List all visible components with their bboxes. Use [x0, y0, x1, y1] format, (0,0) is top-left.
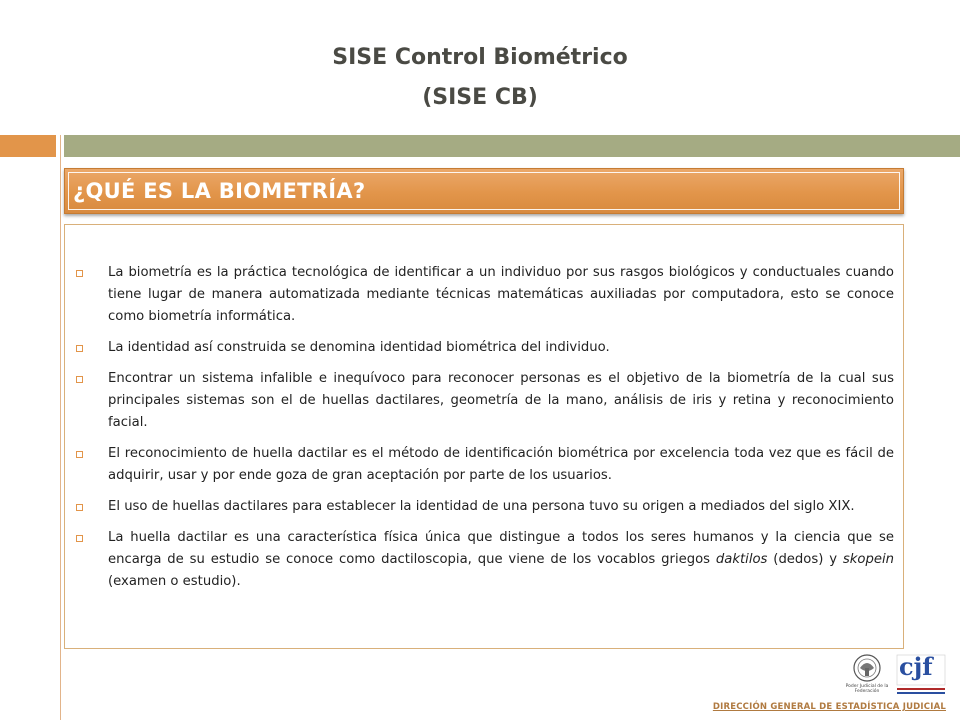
header-accent-bar-green	[64, 135, 960, 157]
bullet-text-part: (dedos) y	[767, 552, 843, 567]
bullet-text-part: (examen o estudio).	[108, 574, 241, 589]
list-item	[74, 368, 894, 434]
list-item	[74, 337, 894, 359]
bullet-square-icon	[76, 504, 83, 511]
cjf-logo-text: cjf	[899, 652, 933, 681]
list-item	[74, 527, 894, 593]
bullet-text: La identidad así construida se denomina identidad biométrica del individuo.	[108, 340, 610, 355]
list-item	[74, 496, 894, 518]
bullet-italic-term: skopein	[842, 552, 894, 567]
bullet-square-icon	[76, 376, 83, 383]
section-heading: ¿QUÉ ES LA BIOMETRÍA?	[73, 179, 366, 203]
bullet-text: La biometría es la práctica tecnológica de identificar a un individuo por sus rasgos biológicos y conductuales cuando tiene lugar de manera automatizada mediante técnicas matemáticas auxiliadas por computadora, esto se conoce como biometría informática.	[108, 265, 894, 324]
bullet-text: Encontrar un sistema infalible e inequívoco para reconocer personas es el objetivo de la biometría de la cual sus principales sistemas son el de huellas dactilares, geometría de la mano, análisis de iris y retina y reconocimiento facial.	[108, 371, 894, 430]
bullet-square-icon	[76, 345, 83, 352]
bullet-text	[108, 530, 894, 589]
list-item	[74, 262, 894, 328]
bullet-square-icon	[76, 270, 83, 277]
bullet-text: El reconocimiento de huella dactilar es el método de identificación biométrica por excelencia toda vez que es fácil de adquirir, usar y por ende goza de gran aceptación por parte de los usuarios.	[108, 446, 894, 483]
bullet-square-icon	[76, 535, 83, 542]
page-subtitle: (SISE CB)	[422, 85, 538, 110]
scjn-logo-caption: Poder Judicial de la Federación	[845, 684, 889, 694]
bullet-italic-term: daktilos	[715, 552, 768, 567]
bullet-square-icon	[76, 451, 83, 458]
list-item	[74, 443, 894, 487]
footer-department: DIRECCIÓN GENERAL DE ESTADÍSTICA JUDICIAL	[712, 702, 946, 712]
bullet-text: El uso de huellas dactilares para establecer la identidad de una persona tuvo su origen a mediados del siglo XIX.	[108, 499, 855, 514]
page-title: SISE Control Biométrico	[332, 45, 628, 70]
bullet-text-part: La huella dactilar es una característica física única que distingue a todos los seres humanos y la ciencia que se encarga de su estudio se conoce como dactiloscopia, que viene de los vocablos griegos	[108, 530, 894, 567]
bullet-list	[74, 262, 894, 602]
header-accent-bar-orange	[0, 135, 56, 157]
section-header	[64, 168, 904, 214]
left-divider-line	[60, 135, 61, 720]
